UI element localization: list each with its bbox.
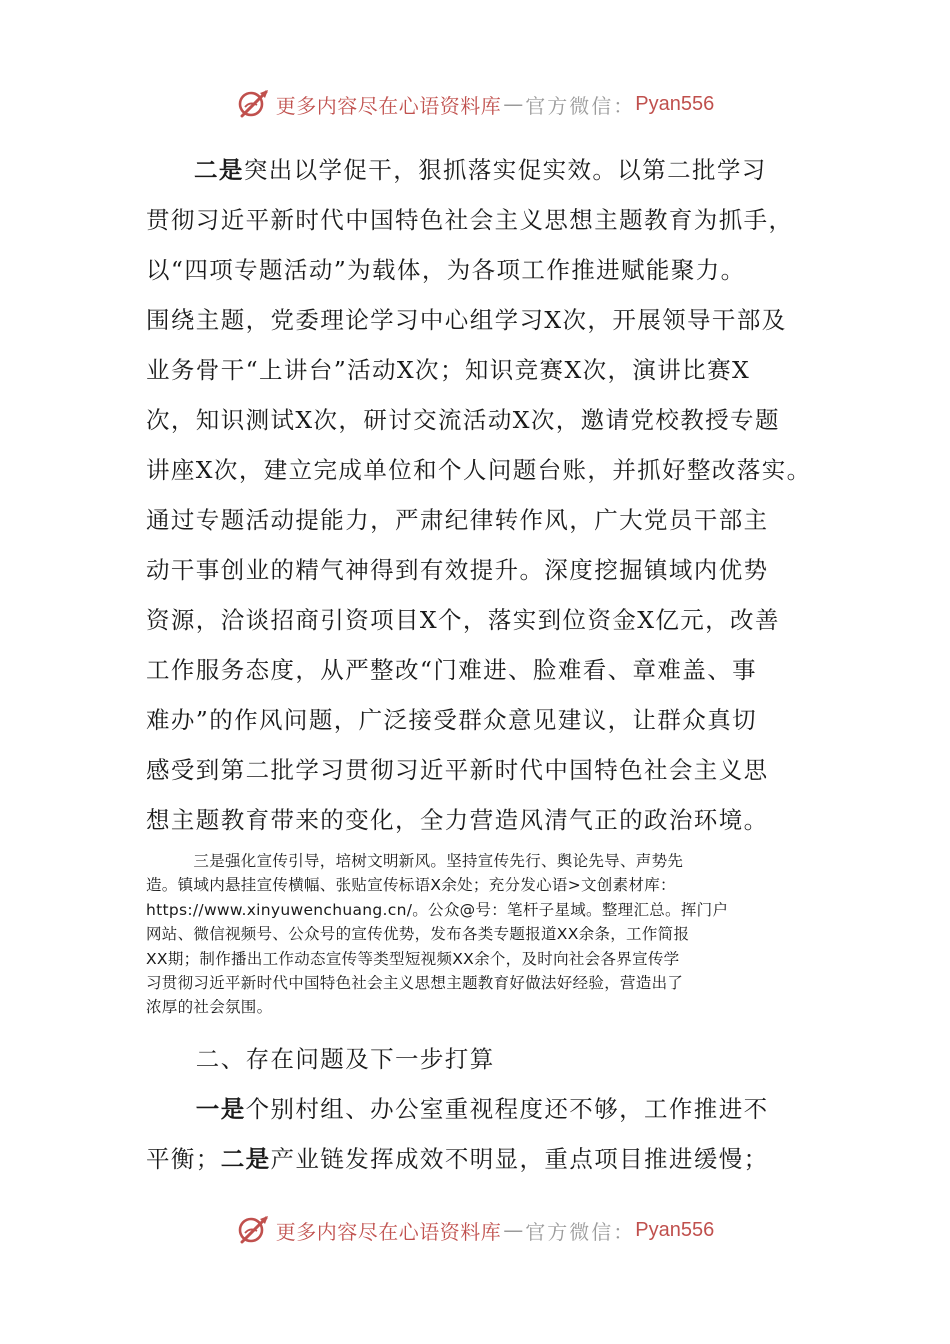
line-text: 以“四项专题活动”为载体，为各项工作推进赋能聚力。 xyxy=(146,256,746,284)
header-watermark-banner xyxy=(0,84,950,124)
line-text: 资源，洽谈招商引资项目X个，落实到位资金X亿元，改善 xyxy=(146,606,780,634)
line-text: 产业链发挥成效不明显，重点项目推进缓慢； xyxy=(270,1144,769,1173)
text-line xyxy=(146,295,826,345)
line-text: 感受到第二批学习贯彻习近平新时代中国特色社会主义思 xyxy=(146,756,769,784)
footer-watermark-banner xyxy=(0,1210,950,1250)
text-line xyxy=(146,595,826,645)
bold-lead: 二是 xyxy=(194,156,244,184)
small-text-line: 三是强化宣传引导，培树文明新风。坚持宣传先行、舆论先导、声势先 xyxy=(146,852,684,870)
section-two-body xyxy=(146,1084,826,1184)
text-line xyxy=(146,1134,826,1184)
banner-separator: — xyxy=(503,92,524,116)
bold-lead: 二是 xyxy=(220,1144,271,1173)
small-text-line: https://www.xinyuwenchuang.cn/。公众@号：笔杆子星域。整理汇总。挥门户 xyxy=(146,900,729,919)
small-text-line: 浓厚的社会氛围。 xyxy=(146,998,273,1017)
pen-logo-icon xyxy=(236,1213,272,1247)
line-text: 业务骨干“上讲台”活动X次；知识竞赛X次，演讲比赛X xyxy=(146,356,751,384)
text-line xyxy=(146,395,826,445)
banner-brand: 更多内容尽在心语资料库 xyxy=(275,1219,502,1244)
line-text: 平衡； xyxy=(146,1144,221,1173)
banner-brand: 更多内容尽在心语资料库 xyxy=(275,93,502,118)
line-text: 围绕主题，党委理论学习中心组学习X次，开展领导干部及 xyxy=(146,306,787,334)
text-line xyxy=(146,195,826,245)
bold-lead: 一是 xyxy=(146,1094,246,1123)
text-line xyxy=(146,445,826,495)
text-line xyxy=(146,345,826,395)
text-line xyxy=(146,1084,826,1134)
banner-wechat-id: Pyan556 xyxy=(635,1218,715,1241)
line-text: 个别村组、办公室重视程度还不够，工作推进不 xyxy=(245,1094,769,1123)
pen-logo-icon xyxy=(236,87,272,121)
text-line xyxy=(146,645,826,695)
line-text: 次，知识测试X次，研讨交流活动X次，邀请党校教授专题 xyxy=(146,406,780,434)
line-text: 突出以学促干，狠抓落实促实效。以第二批学习 xyxy=(243,156,767,184)
text-line xyxy=(146,795,826,845)
banner-wechat-id: Pyan556 xyxy=(635,92,715,115)
text-line xyxy=(146,695,826,745)
text-line xyxy=(146,545,826,595)
line-text: 工作服务态度，从严整改“门难进、脸难看、章难盖、事 xyxy=(146,656,758,684)
section-heading: 二、存在问题及下一步打算 xyxy=(146,1044,495,1073)
small-text-line: 网站、微信视频号、公众号的宣传优势，发布各类专题报道XX余条，工作简报 xyxy=(146,925,690,944)
line-text: 通过专题活动提能力，严肃纪律转作风，广大党员干部主 xyxy=(146,506,769,534)
document-body xyxy=(146,145,826,1184)
small-text-line: 习贯彻习近平新时代中国特色社会主义思想主题教育好做法好经验，营造出了 xyxy=(146,974,684,993)
banner-wechat-label: 官方微信： xyxy=(525,1219,636,1244)
line-text: 动干事创业的精气神得到有效提升。深度挖掘镇域内优势 xyxy=(146,556,769,584)
line-text: 贯彻习近平新时代中国特色社会主义思想主题教育为抓手， xyxy=(146,206,794,234)
line-text: 难办”的作风问题，广泛接受群众意见建议，让群众真切 xyxy=(146,706,758,734)
text-line xyxy=(146,145,826,195)
text-line xyxy=(146,245,826,295)
banner-separator: — xyxy=(503,1218,524,1242)
paragraph-three xyxy=(146,849,826,1020)
small-text-line: 造。镇域内悬挂宣传横幅、张贴宣传标语X余处；充分发心语>文创素材库： xyxy=(146,876,676,895)
paragraph-two xyxy=(146,145,826,845)
text-line xyxy=(146,745,826,795)
text-line xyxy=(146,495,826,545)
line-text: 讲座X次，建立完成单位和个人问题台账，并抓好整改落实。 xyxy=(146,456,812,484)
line-text: 想主题教育带来的变化，全力营造风清气正的政治环境。 xyxy=(146,806,769,834)
small-text-line: XX期；制作播出工作动态宣传等类型短视频XX余个，及时向社会各界宣传学 xyxy=(146,949,680,968)
banner-wechat-label: 官方微信： xyxy=(525,93,636,118)
